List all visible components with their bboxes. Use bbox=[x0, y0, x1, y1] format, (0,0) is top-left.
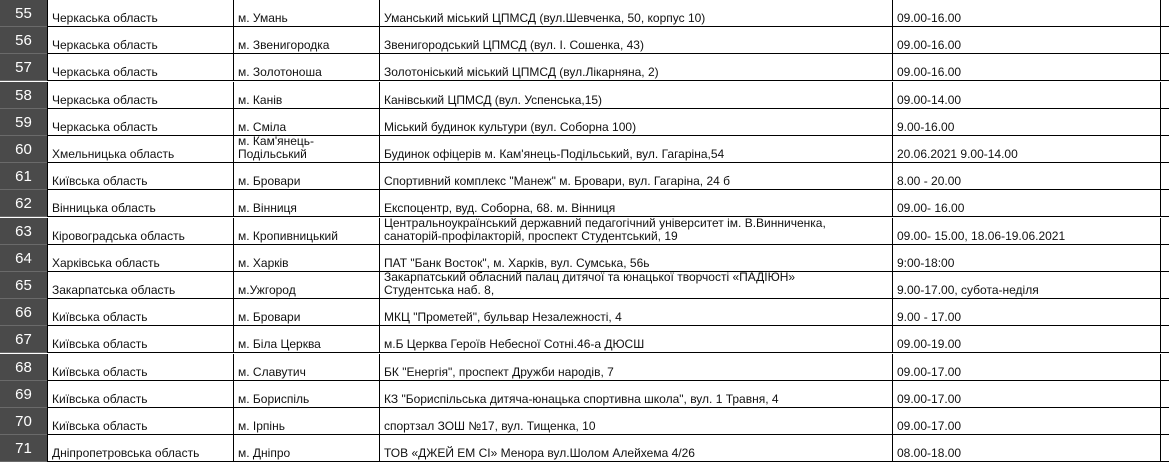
cell-city[interactable] bbox=[234, 163, 380, 190]
cell-place-text: Центральноукраїнський державний педагогічний університет ім. В.Винниченка, bbox=[384, 218, 826, 230]
cell-city-text: Подільський bbox=[238, 147, 307, 161]
cell-city[interactable] bbox=[234, 245, 380, 272]
row-number[interactable]: 62 bbox=[0, 190, 47, 217]
cell-place-text: Канівський ЦПМСД (вул. Успенська,15) bbox=[384, 93, 603, 107]
cell-time-text: 09.00-17.00 bbox=[897, 392, 962, 406]
cell-region[interactable] bbox=[47, 0, 234, 27]
cell-time-text: 20.06.2021 9.00-14.00 bbox=[897, 147, 1018, 161]
cell-time[interactable] bbox=[893, 109, 1161, 136]
cell-city-text: м. Кропивницький bbox=[238, 229, 338, 243]
cell-time-text: 9:00-18:00 bbox=[897, 256, 955, 270]
cell-empty[interactable] bbox=[1161, 136, 1169, 163]
cell-place-text: Уманський міський ЦПМСД (вул.Шевченка, 50, корпус 10) bbox=[384, 11, 706, 25]
cell-region[interactable] bbox=[47, 408, 234, 435]
cell-time[interactable] bbox=[893, 0, 1161, 27]
cell-region[interactable] bbox=[47, 354, 234, 381]
table-row bbox=[0, 136, 1169, 163]
cell-time[interactable] bbox=[893, 190, 1161, 217]
table-row bbox=[0, 82, 1169, 109]
cell-time[interactable] bbox=[893, 299, 1161, 326]
cell-city-text: м. Ірпінь bbox=[238, 419, 285, 433]
row-number[interactable]: 59 bbox=[0, 109, 47, 136]
cell-city-text: м. Вінниця bbox=[238, 201, 297, 215]
cell-time[interactable] bbox=[893, 27, 1161, 54]
cell-region[interactable] bbox=[47, 136, 234, 163]
cell-region[interactable] bbox=[47, 381, 234, 408]
cell-time-text: 09.00-14.00 bbox=[897, 93, 962, 107]
cell-empty[interactable] bbox=[1161, 190, 1169, 217]
cell-place[interactable] bbox=[380, 435, 893, 462]
cell-region[interactable] bbox=[47, 326, 234, 353]
cell-place-text: Золотоніський міський ЦПМСД (вул.Лікарняна, 2) bbox=[384, 65, 659, 79]
cell-time-text: 09.00-17.00 bbox=[897, 365, 962, 379]
cell-empty[interactable] bbox=[1161, 27, 1169, 54]
cell-city-text: м. Канів bbox=[238, 93, 283, 107]
cell-region-text: Київська область bbox=[52, 419, 148, 433]
cell-region[interactable] bbox=[47, 435, 234, 462]
table-row bbox=[0, 299, 1169, 326]
cell-time[interactable] bbox=[893, 408, 1161, 435]
cell-place-text: Міський будинок культури (вул. Соборна 100) bbox=[384, 120, 637, 134]
cell-city-text: м. Золотоноша bbox=[238, 65, 322, 79]
cell-place[interactable] bbox=[380, 0, 893, 27]
row-number[interactable]: 68 bbox=[0, 354, 47, 381]
cell-city[interactable] bbox=[234, 299, 380, 326]
cell-region[interactable] bbox=[47, 82, 234, 109]
cell-place-text: ТОВ «ДЖЕЙ ЕМ СІ» Менора вул.Шолом Алейхема 4/26 bbox=[384, 446, 695, 460]
cell-place[interactable] bbox=[380, 272, 893, 299]
cell-city[interactable] bbox=[234, 82, 380, 109]
cell-city-text: м. Звенигородка bbox=[238, 38, 330, 52]
cell-region[interactable] bbox=[47, 54, 234, 81]
cell-place-text: Експоцентр, вуд. Соборна, 68. м. Вінниця bbox=[384, 201, 616, 215]
cell-city-text: м. Дніпро bbox=[238, 446, 291, 460]
cell-city[interactable] bbox=[234, 381, 380, 408]
cell-empty[interactable] bbox=[1161, 299, 1169, 326]
cell-place-text: МКЦ "Прометей", бульвар Незалежності, 4 bbox=[384, 310, 622, 324]
cell-place[interactable] bbox=[380, 381, 893, 408]
row-number[interactable]: 56 bbox=[0, 27, 47, 54]
cell-time-text: 9.00-17.00, субота-неділя bbox=[897, 283, 1039, 297]
cell-place[interactable] bbox=[380, 190, 893, 217]
cell-region-text: Закарпатська область bbox=[52, 283, 176, 297]
cell-city[interactable] bbox=[234, 272, 380, 299]
cell-time-text: 09.00-16.00 bbox=[897, 65, 962, 79]
cell-time[interactable] bbox=[893, 136, 1161, 163]
cell-city-text: м.Ужгород bbox=[238, 283, 296, 297]
cell-place[interactable] bbox=[380, 245, 893, 272]
cell-place[interactable] bbox=[380, 354, 893, 381]
cell-place-text: КЗ "Бориспільська дитяча-юнацька спортивна школа", вул. 1 Травня, 4 bbox=[384, 392, 779, 406]
table-row bbox=[0, 27, 1169, 54]
row-number[interactable]: 71 bbox=[0, 435, 47, 462]
cell-region[interactable] bbox=[47, 272, 234, 299]
cell-empty[interactable] bbox=[1161, 163, 1169, 190]
cell-city-text: м. Умань bbox=[238, 11, 288, 25]
row-number[interactable]: 64 bbox=[0, 245, 47, 272]
row-number[interactable]: 65 bbox=[0, 272, 47, 299]
cell-region[interactable] bbox=[47, 299, 234, 326]
cell-city[interactable] bbox=[234, 218, 380, 245]
cell-city-text: м. Бровари bbox=[238, 310, 301, 324]
cell-city[interactable] bbox=[234, 326, 380, 353]
cell-place-text: Будинок офіцерів м. Кам'янець-Подільський, вул. Гагаріна,54 bbox=[384, 147, 725, 161]
cell-region-text: Київська область bbox=[52, 337, 148, 351]
cell-region-text: Хмельницька область bbox=[52, 147, 175, 161]
cell-time[interactable] bbox=[893, 435, 1161, 462]
cell-place-text: спортзал ЗОШ №17, вул. Тищенка, 10 bbox=[384, 419, 596, 433]
cell-region[interactable] bbox=[47, 190, 234, 217]
cell-empty[interactable] bbox=[1161, 0, 1169, 27]
cell-empty[interactable] bbox=[1161, 109, 1169, 136]
cell-empty[interactable] bbox=[1161, 82, 1169, 109]
table-row bbox=[0, 218, 1169, 245]
cell-time[interactable] bbox=[893, 163, 1161, 190]
row-number[interactable]: 61 bbox=[0, 163, 47, 190]
cell-time[interactable] bbox=[893, 326, 1161, 353]
table-row bbox=[0, 435, 1169, 462]
cell-city[interactable] bbox=[234, 354, 380, 381]
table-row bbox=[0, 245, 1169, 272]
table-row bbox=[0, 109, 1169, 136]
cell-time-text: 09.00-19.00 bbox=[897, 337, 962, 351]
cell-time-text: 09.00-16.00 bbox=[897, 11, 962, 25]
row-number[interactable]: 66 bbox=[0, 299, 47, 326]
cell-region[interactable] bbox=[47, 218, 234, 245]
cell-place-text: Закарпатський обласний палац дитячої та юнацької творчості «ПАДІЮН» bbox=[384, 272, 796, 284]
cell-city-text: м. Сміла bbox=[238, 120, 287, 134]
table-row bbox=[0, 0, 1169, 27]
cell-region-text: Київська область bbox=[52, 174, 148, 188]
cell-region-text: Черкаська область bbox=[52, 120, 158, 134]
cell-region-text: Вінницька область bbox=[52, 201, 156, 215]
cell-place[interactable] bbox=[380, 109, 893, 136]
cell-region[interactable] bbox=[47, 245, 234, 272]
cell-city-text: м. Кам'янець- bbox=[238, 136, 315, 148]
table-row bbox=[0, 381, 1169, 408]
cell-city[interactable] bbox=[234, 435, 380, 462]
cell-region-text: Харківська область bbox=[52, 256, 160, 270]
row-number[interactable]: 57 bbox=[0, 54, 47, 81]
cell-time[interactable] bbox=[893, 272, 1161, 299]
cell-region[interactable] bbox=[47, 163, 234, 190]
cell-empty[interactable] bbox=[1161, 54, 1169, 81]
cell-place-text: Звенигородський ЦПМСД (вул. І. Сошенка, 43) bbox=[384, 38, 644, 52]
cell-region-text: Дніпропетровська область bbox=[52, 446, 200, 460]
table-row bbox=[0, 408, 1169, 435]
cell-region-text: Черкаська область bbox=[52, 65, 158, 79]
cell-time-text: 09.00- 15.00, 18.06-19.06.2021 bbox=[897, 229, 1066, 243]
cell-empty[interactable] bbox=[1161, 326, 1169, 353]
cell-time[interactable] bbox=[893, 354, 1161, 381]
cell-empty[interactable] bbox=[1161, 272, 1169, 299]
cell-place[interactable] bbox=[380, 54, 893, 81]
cell-time-text: 8.00 - 20.00 bbox=[897, 174, 962, 188]
cell-place-text: ПАТ "Банк Восток", м. Харків, вул. Сумська, 56ь bbox=[384, 256, 650, 270]
table-row bbox=[0, 163, 1169, 190]
cell-time-text: 9.00-16.00 bbox=[897, 120, 955, 134]
row-number[interactable]: 69 bbox=[0, 381, 47, 408]
cell-place[interactable] bbox=[380, 82, 893, 109]
cell-region[interactable] bbox=[47, 27, 234, 54]
cell-place[interactable] bbox=[380, 27, 893, 54]
cell-time-text: 09.00-16.00 bbox=[897, 38, 962, 52]
cell-city-text: м. Харків bbox=[238, 256, 289, 270]
cell-time[interactable] bbox=[893, 381, 1161, 408]
cell-region-text: Київська область bbox=[52, 365, 148, 379]
table-row bbox=[0, 326, 1169, 353]
table-row bbox=[0, 54, 1169, 81]
cell-city[interactable] bbox=[234, 190, 380, 217]
cell-city-text: м. Бровари bbox=[238, 174, 301, 188]
cell-city[interactable] bbox=[234, 27, 380, 54]
cell-city-text: м. Біла Церква bbox=[238, 337, 321, 351]
row-number[interactable]: 58 bbox=[0, 82, 47, 109]
row-number[interactable]: 55 bbox=[0, 0, 47, 27]
cell-empty[interactable] bbox=[1161, 408, 1169, 435]
cell-city[interactable] bbox=[234, 408, 380, 435]
cell-time-text: 09.00-17.00 bbox=[897, 419, 962, 433]
cell-empty[interactable] bbox=[1161, 245, 1169, 272]
cell-place-text: Студентська наб. 8, bbox=[384, 283, 495, 297]
row-number[interactable]: 63 bbox=[0, 218, 47, 245]
cell-empty[interactable] bbox=[1161, 435, 1169, 462]
table-row bbox=[0, 272, 1169, 299]
cell-time-text: 08.00-18.00 bbox=[897, 446, 962, 460]
cell-city[interactable] bbox=[234, 54, 380, 81]
cell-time-text: 9.00 - 17.00 bbox=[897, 310, 962, 324]
cell-region-text: Кіровоградська область bbox=[52, 229, 185, 243]
cell-region-text: Черкаська область bbox=[52, 93, 158, 107]
cell-empty[interactable] bbox=[1161, 354, 1169, 381]
cell-time[interactable] bbox=[893, 245, 1161, 272]
cell-city-text: м. Славутич bbox=[238, 365, 306, 379]
row-number[interactable]: 70 bbox=[0, 408, 47, 435]
cell-place-text: м.Б Церква Героїв Небесної Сотні.46-а ДЮСШ bbox=[384, 337, 645, 351]
cell-time[interactable] bbox=[893, 82, 1161, 109]
cell-region[interactable] bbox=[47, 109, 234, 136]
cell-place[interactable] bbox=[380, 326, 893, 353]
table-row bbox=[0, 354, 1169, 381]
cell-region-text: Київська область bbox=[52, 310, 148, 324]
cell-time[interactable] bbox=[893, 54, 1161, 81]
cell-region-text: Черкаська область bbox=[52, 11, 158, 25]
cell-time[interactable] bbox=[893, 218, 1161, 245]
cell-place-text: БК "Енергія", проспект Дружби народів, 7 bbox=[384, 365, 614, 379]
row-number[interactable]: 60 bbox=[0, 136, 47, 163]
cell-empty[interactable] bbox=[1161, 381, 1169, 408]
cell-city-text: м. Бориспіль bbox=[238, 392, 310, 406]
cell-place-text: санаторій-профілакторій, проспект Студентський, 19 bbox=[384, 229, 678, 243]
cell-place[interactable] bbox=[380, 218, 893, 245]
table-row bbox=[0, 190, 1169, 217]
cell-city[interactable] bbox=[234, 109, 380, 136]
row-number[interactable]: 67 bbox=[0, 326, 47, 353]
cell-region-text: Київська область bbox=[52, 392, 148, 406]
cell-place-text: Спортивний комплекс "Манеж" м. Бровари, вул. Гагаріна, 24 б bbox=[384, 174, 731, 188]
cell-city[interactable] bbox=[234, 136, 380, 163]
cell-place[interactable] bbox=[380, 136, 893, 163]
cell-city[interactable] bbox=[234, 0, 380, 27]
cell-time-text: 09.00- 16.00 bbox=[897, 201, 965, 215]
cell-region-text: Черкаська область bbox=[52, 38, 158, 52]
cell-place[interactable] bbox=[380, 299, 893, 326]
cell-empty[interactable] bbox=[1161, 218, 1169, 245]
cell-place[interactable] bbox=[380, 163, 893, 190]
cell-place[interactable] bbox=[380, 408, 893, 435]
